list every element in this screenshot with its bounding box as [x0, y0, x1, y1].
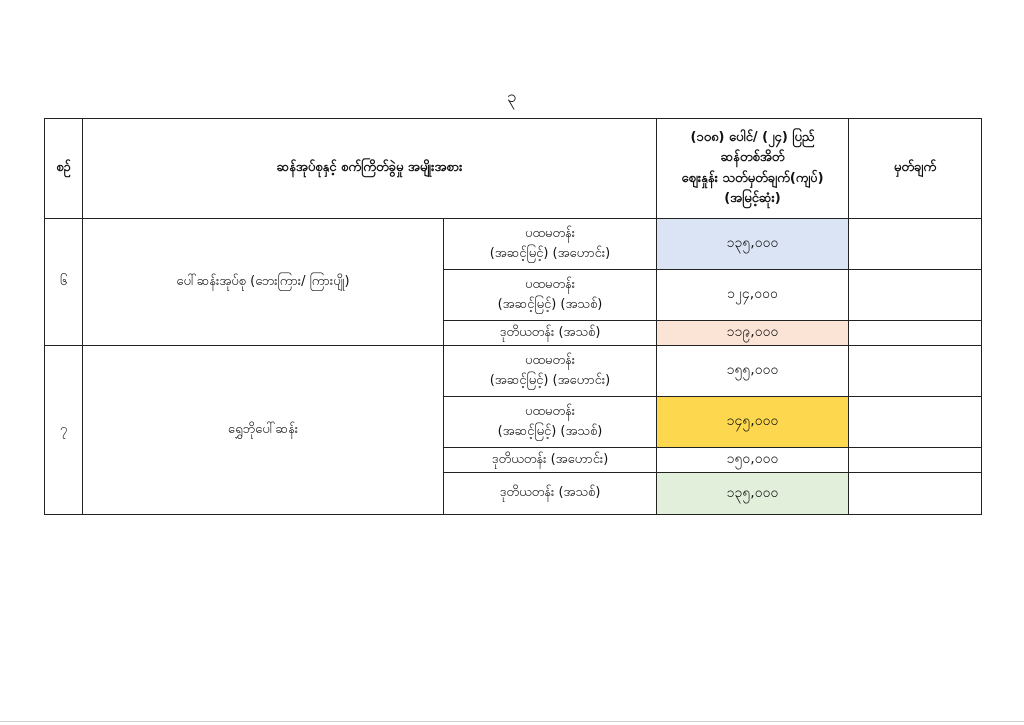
- table-row: [45, 219, 982, 270]
- grade-cell: [444, 219, 657, 270]
- page-bottom-rule: [0, 721, 1024, 722]
- grade-cell: [444, 397, 657, 448]
- price-cell: ၁၁၉,၀၀၀: [657, 321, 849, 346]
- remark-cell: [849, 270, 982, 321]
- remark-cell: [849, 397, 982, 448]
- grade-line: ပထမတန်း: [524, 276, 576, 292]
- header-serial: စဉ်: [45, 119, 83, 219]
- grade-cell: [444, 473, 657, 515]
- header-price-line: စျေးနှုန်း သတ်မှတ်ချက်(ကျပ်): [681, 170, 824, 186]
- grade-cell: [444, 346, 657, 397]
- header-price: [657, 119, 849, 219]
- remark-cell: [849, 473, 982, 515]
- group-name: ရွှေဘိုပေါ်ဆန်း: [83, 346, 444, 515]
- grade-cell: [444, 448, 657, 473]
- price-cell: ၁၅၀,၀၀၀: [657, 448, 849, 473]
- grade-cell: [444, 321, 657, 346]
- rice-price-table: [44, 118, 982, 515]
- price-cell: ၁၃၅,၀၀၀: [657, 473, 849, 515]
- remark-cell: [849, 346, 982, 397]
- table-body: [45, 219, 982, 515]
- grade-cell: [444, 270, 657, 321]
- group-name: ပေါ်ဆန်းအုပ်စု (ဘေးကြား/ ကြားပျို): [83, 219, 444, 346]
- remark-cell: [849, 219, 982, 270]
- grade-line: ပထမတန်း: [524, 403, 576, 419]
- grade-line: (အဆင့်မြင့်) (အသစ်): [497, 424, 603, 439]
- grade-line: ဒုတိယတန်း (အသစ်): [499, 485, 601, 501]
- grade-line: ပထမတန်း: [524, 352, 576, 368]
- grade-line: ဒုတိယတန်း (အဟောင်း): [491, 451, 609, 467]
- header-price-line: (၁၀၈) ပေါင်/ (၂၄) ပြည်: [690, 130, 815, 146]
- price-cell: ၁၃၅,၀၀၀: [657, 219, 849, 270]
- grade-line: (အဆင့်မြင့်) (အသစ်): [497, 297, 603, 312]
- remark-cell: [849, 448, 982, 473]
- price-cell: ၁၄၅,၀၀၀: [657, 397, 849, 448]
- header-remarks: မှတ်ချက်: [849, 119, 982, 219]
- header-price-line: ဆန်တစ်အိတ်: [720, 150, 785, 166]
- table-header-row: [45, 119, 982, 219]
- header-item-type: ဆန်အုပ်စုနှင့် စက်ကြိတ်ခွဲမှု အမျိုးအစား: [83, 119, 657, 219]
- page-number: ၃: [507, 87, 517, 107]
- table-row: [45, 346, 982, 397]
- remark-cell: [849, 321, 982, 346]
- price-cell: ၁၅၅,၀၀၀: [657, 346, 849, 397]
- grade-line: (အဆင့်မြင့်) (အဟောင်း): [489, 373, 611, 388]
- price-cell: ၁၂၄,၀၀၀: [657, 270, 849, 321]
- grade-line: ဒုတိယတန်း (အသစ်): [499, 324, 601, 340]
- group-serial: ၆: [45, 219, 83, 346]
- grade-line: ပထမတန်း: [524, 225, 576, 241]
- header-price-line: (အမြင့်ဆုံး): [724, 190, 781, 206]
- grade-line: (အဆင့်မြင့်) (အဟောင်း): [489, 246, 611, 261]
- group-serial: ၇: [45, 346, 83, 515]
